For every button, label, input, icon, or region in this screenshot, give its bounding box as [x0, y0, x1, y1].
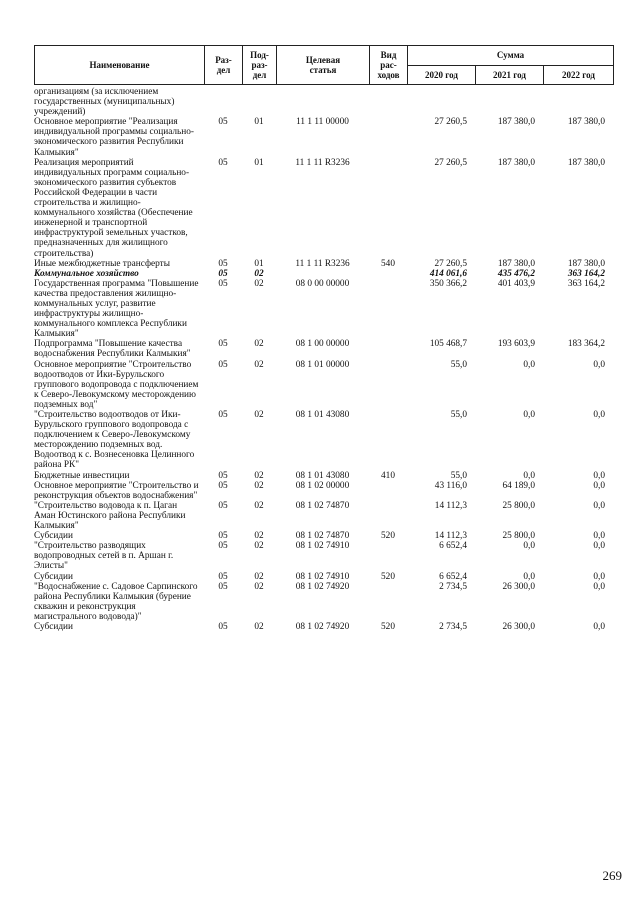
row-sum-2020: [407, 87, 475, 117]
row-sum-2020: 55,0: [450, 470, 467, 481]
row-razdel: 05: [218, 117, 228, 128]
row-name: Основное мероприятие "Строительство и реконструкция объектов водоснабжения": [34, 480, 199, 501]
row-sum-2020: 14 112,3: [434, 500, 467, 511]
row-vid: [369, 360, 407, 410]
header-target: Целевая статья: [277, 46, 370, 85]
row-vid: [369, 582, 407, 622]
row-sum-2021: 26 300,0: [502, 621, 535, 632]
row-podrazdel: 02: [254, 581, 264, 592]
row-podrazdel: 02: [254, 500, 264, 511]
row-vid: [369, 339, 407, 359]
row-sum-2022: [543, 87, 613, 117]
row-razdel: 05: [218, 480, 228, 491]
row-podrazdel: 02: [254, 359, 264, 370]
row-razdel: 05: [218, 581, 228, 592]
row-podrazdel: 02: [254, 470, 264, 481]
row-sum-2021: [475, 87, 543, 117]
row-razdel: 05: [218, 268, 228, 279]
row-sum-2022: 183 364,2: [567, 339, 605, 350]
table-row: [34, 501, 613, 531]
row-target-code: 11 1 11 00000: [296, 117, 349, 128]
row-name: Субсидии: [34, 571, 74, 582]
row-sum-2022: 363 164,2: [567, 278, 605, 289]
row-target-code: [276, 87, 369, 117]
header-vid: Вид рас- ходов: [370, 46, 408, 85]
header-2022: 2022 год: [544, 65, 614, 85]
row-razdel: 05: [218, 258, 228, 269]
header-podrazdel: Под- раз- дел: [243, 46, 277, 85]
row-sum-2021: 401 403,9: [497, 278, 535, 289]
row-podrazdel: 02: [254, 278, 264, 289]
row-sum-2022: 187 380,0: [567, 117, 605, 128]
row-target-code: 08 1 02 74870: [295, 531, 350, 542]
row-sum-2020: 55,0: [450, 410, 467, 420]
row-podrazdel: 02: [254, 410, 264, 420]
row-target-code: 08 1 02 74920: [295, 621, 350, 632]
row-target-code: 08 1 01 43080: [295, 470, 350, 481]
row-sum-2022: 0,0: [593, 470, 605, 481]
row-sum-2022: 0,0: [593, 480, 605, 491]
row-sum-2021: 193 603,9: [497, 339, 535, 350]
row-sum-2022: 0,0: [593, 531, 605, 542]
table-row: [34, 339, 613, 359]
row-name: Подпрограмма "Повышение качества водоснабжения Республики Калмыкия": [34, 339, 191, 360]
row-sum-2021: 0,0: [523, 359, 535, 370]
row-name: "Строительство водовода к п. Цаган Аман Юстинского района Республики Калмыкия": [34, 500, 186, 532]
table-row: [34, 158, 613, 259]
row-razdel: 05: [218, 621, 228, 632]
row-sum-2021: 0,0: [523, 410, 535, 420]
table-row: [34, 87, 613, 117]
row-vid: [369, 279, 407, 340]
row-vid: 410: [381, 470, 395, 481]
table-row: [34, 572, 613, 582]
header-summa: Сумма: [408, 46, 614, 66]
row-vid: [369, 158, 407, 259]
row-podrazdel: 02: [254, 541, 264, 552]
row-sum-2020: 414 061,6: [429, 268, 467, 279]
header-name: Наименование: [35, 46, 205, 85]
row-sum-2021: 435 476,2: [497, 268, 535, 279]
row-sum-2020: 2 734,5: [439, 581, 467, 592]
row-vid: [369, 541, 407, 571]
row-sum-2020: 14 112,3: [434, 531, 467, 542]
row-name: Государственная программа "Повышение качества предоставления жилищно-коммунальных услуг, развитие инфраструктуры жилищно-коммунального комплекса Республики Калмыкия": [34, 278, 199, 340]
row-podrazdel: 01: [254, 258, 264, 269]
row-podrazdel: 02: [254, 621, 264, 632]
row-razdel: 05: [218, 571, 228, 582]
row-razdel: 05: [218, 470, 228, 481]
row-target-code: 11 1 11 R3236: [295, 157, 350, 168]
row-name: Основное мероприятие "Реализация индивидуальной программы социально-экономического развития Республики Калмыкия": [34, 117, 195, 158]
row-sum-2021: 0,0: [523, 571, 535, 582]
row-sum-2020: 6 652,4: [439, 571, 467, 582]
row-target-code: 08 1 02 74910: [295, 571, 350, 582]
row-vid: [369, 117, 407, 157]
row-target-code: 08 1 02 00000: [295, 480, 350, 491]
row-sum-2022: 363 164,2: [567, 268, 605, 279]
row-razdel: 05: [218, 410, 228, 420]
row-vid: [369, 410, 407, 471]
row-name: Субсидии: [34, 621, 74, 632]
row-name: организациям (за исключением государственных (муниципальных) учреждений): [34, 87, 175, 118]
row-podrazdel: 02: [254, 571, 264, 582]
row-target-code: 11 1 11 R3236: [295, 258, 350, 269]
row-sum-2021: 64 189,0: [502, 480, 535, 491]
row-razdel: 05: [218, 278, 228, 289]
row-sum-2022: 0,0: [593, 571, 605, 582]
row-razdel: 05: [218, 500, 228, 511]
row-vid: 520: [381, 531, 395, 542]
row-target-code: [276, 269, 369, 279]
row-sum-2022: 0,0: [593, 621, 605, 632]
row-target-code: 08 1 00 00000: [295, 339, 350, 350]
table-body: [34, 87, 613, 632]
row-vid: 520: [381, 621, 395, 632]
row-podrazdel: 02: [254, 480, 264, 491]
row-razdel: 05: [218, 531, 228, 542]
row-sum-2020: 43 116,0: [434, 480, 467, 491]
row-target-code: 08 1 02 74870: [295, 500, 350, 511]
row-sum-2022: 0,0: [593, 410, 605, 420]
row-target-code: 08 1 02 74920: [295, 581, 350, 592]
row-vid: [369, 269, 407, 279]
row-razdel: [204, 87, 242, 117]
row-name: Бюджетные инвестиции: [34, 470, 130, 481]
page-number: 269: [602, 868, 622, 883]
row-sum-2021: 0,0: [523, 541, 535, 552]
row-name: Коммунальное хозяйство: [34, 268, 139, 279]
row-name: Субсидии: [34, 531, 74, 542]
header-2021: 2021 год: [476, 65, 544, 85]
row-sum-2021: 187 380,0: [497, 117, 535, 128]
row-podrazdel: 02: [254, 339, 264, 350]
row-name: Основное мероприятие "Строительство водоотводов от Ики-Бурульского группового водопровода с подключением к Северо-Левокумскому месторождению подземных вод": [34, 359, 199, 410]
budget-table: [34, 87, 613, 632]
table-row: [34, 541, 613, 571]
row-sum-2022: 0,0: [593, 581, 605, 592]
table-row: [34, 481, 613, 501]
row-sum-2022: 0,0: [593, 359, 605, 370]
row-razdel: 05: [218, 359, 228, 370]
row-podrazdel: 01: [254, 157, 264, 168]
row-sum-2021: 25 800,0: [502, 531, 535, 542]
row-sum-2020: 2 734,5: [439, 621, 467, 632]
row-name: Иные межбюджетные трансферты: [34, 258, 170, 269]
row-sum-2022: 0,0: [593, 541, 605, 552]
table-row: [34, 471, 613, 481]
row-podrazdel: [242, 87, 276, 117]
row-target-code: 08 1 01 00000: [295, 359, 350, 370]
row-sum-2020: 27 260,5: [434, 157, 467, 168]
row-sum-2020: 55,0: [450, 359, 467, 370]
row-target-code: 08 0 00 00000: [295, 278, 350, 289]
row-razdel: 05: [218, 157, 228, 168]
row-podrazdel: 01: [254, 117, 264, 128]
header-razdel: Раз- дел: [205, 46, 243, 85]
row-sum-2021: 26 300,0: [502, 581, 535, 592]
table-row: [34, 279, 613, 340]
row-name: "Строительство разводящих водопроводных сетей в п. Аршан г. Элисты": [34, 541, 174, 572]
row-razdel: 05: [218, 541, 228, 552]
row-sum-2020: 6 652,4: [439, 541, 467, 552]
row-razdel: 05: [218, 339, 228, 350]
row-vid: [369, 481, 407, 501]
table-row: [34, 117, 613, 157]
row-vid: [369, 501, 407, 531]
row-podrazdel: 02: [254, 268, 264, 279]
row-vid: 520: [381, 571, 395, 582]
table-row: [34, 259, 613, 269]
table-row: [34, 269, 613, 279]
row-name: "Водоснабжение с. Садовое Сарпинского района Республики Калмыкия (бурение скважин и реконструкция магистрального водовода)": [34, 581, 198, 622]
row-sum-2021: 25 800,0: [502, 500, 535, 511]
row-podrazdel: 02: [254, 531, 264, 542]
table-row: [34, 410, 613, 471]
row-sum-2022: 0,0: [593, 500, 605, 511]
row-name: Реализация мероприятий индивидуальных программ социально-экономического развития субъектов Российской Федерации в части строительства и жилищно-коммунального хозяйства (Обеспечение инженерной и транспортной инфраструктурой земельных участков, предназначенных для жилищного строительства): [34, 157, 193, 259]
row-name: "Строительство водоотводов от Ики-Бурульского группового водопровода с подключением к Северо-Левокумскому месторождению подземных вод. Водоотвод к с. Вознесеновка Целинного района РК": [34, 410, 195, 471]
row-sum-2022: 187 380,0: [567, 157, 605, 168]
row-sum-2020: 27 260,5: [434, 117, 467, 128]
table-row: [34, 531, 613, 541]
row-target-code: 08 1 01 43080: [295, 410, 350, 420]
table-row: [34, 582, 613, 622]
table-header: [34, 45, 614, 85]
row-target-code: 08 1 02 74910: [295, 541, 350, 552]
row-sum-2021: 0,0: [523, 470, 535, 481]
row-sum-2020: 27 260,5: [434, 258, 467, 269]
table-row: [34, 622, 613, 632]
row-sum-2022: 187 380,0: [567, 258, 605, 269]
row-sum-2021: 187 380,0: [497, 157, 535, 168]
table-row: [34, 360, 613, 410]
row-vid: 540: [381, 258, 395, 269]
row-sum-2020: 350 366,2: [429, 278, 467, 289]
row-sum-2020: 105 468,7: [429, 339, 467, 350]
header-2020: 2020 год: [408, 65, 476, 85]
row-sum-2021: 187 380,0: [497, 258, 535, 269]
row-vid: [369, 87, 407, 117]
